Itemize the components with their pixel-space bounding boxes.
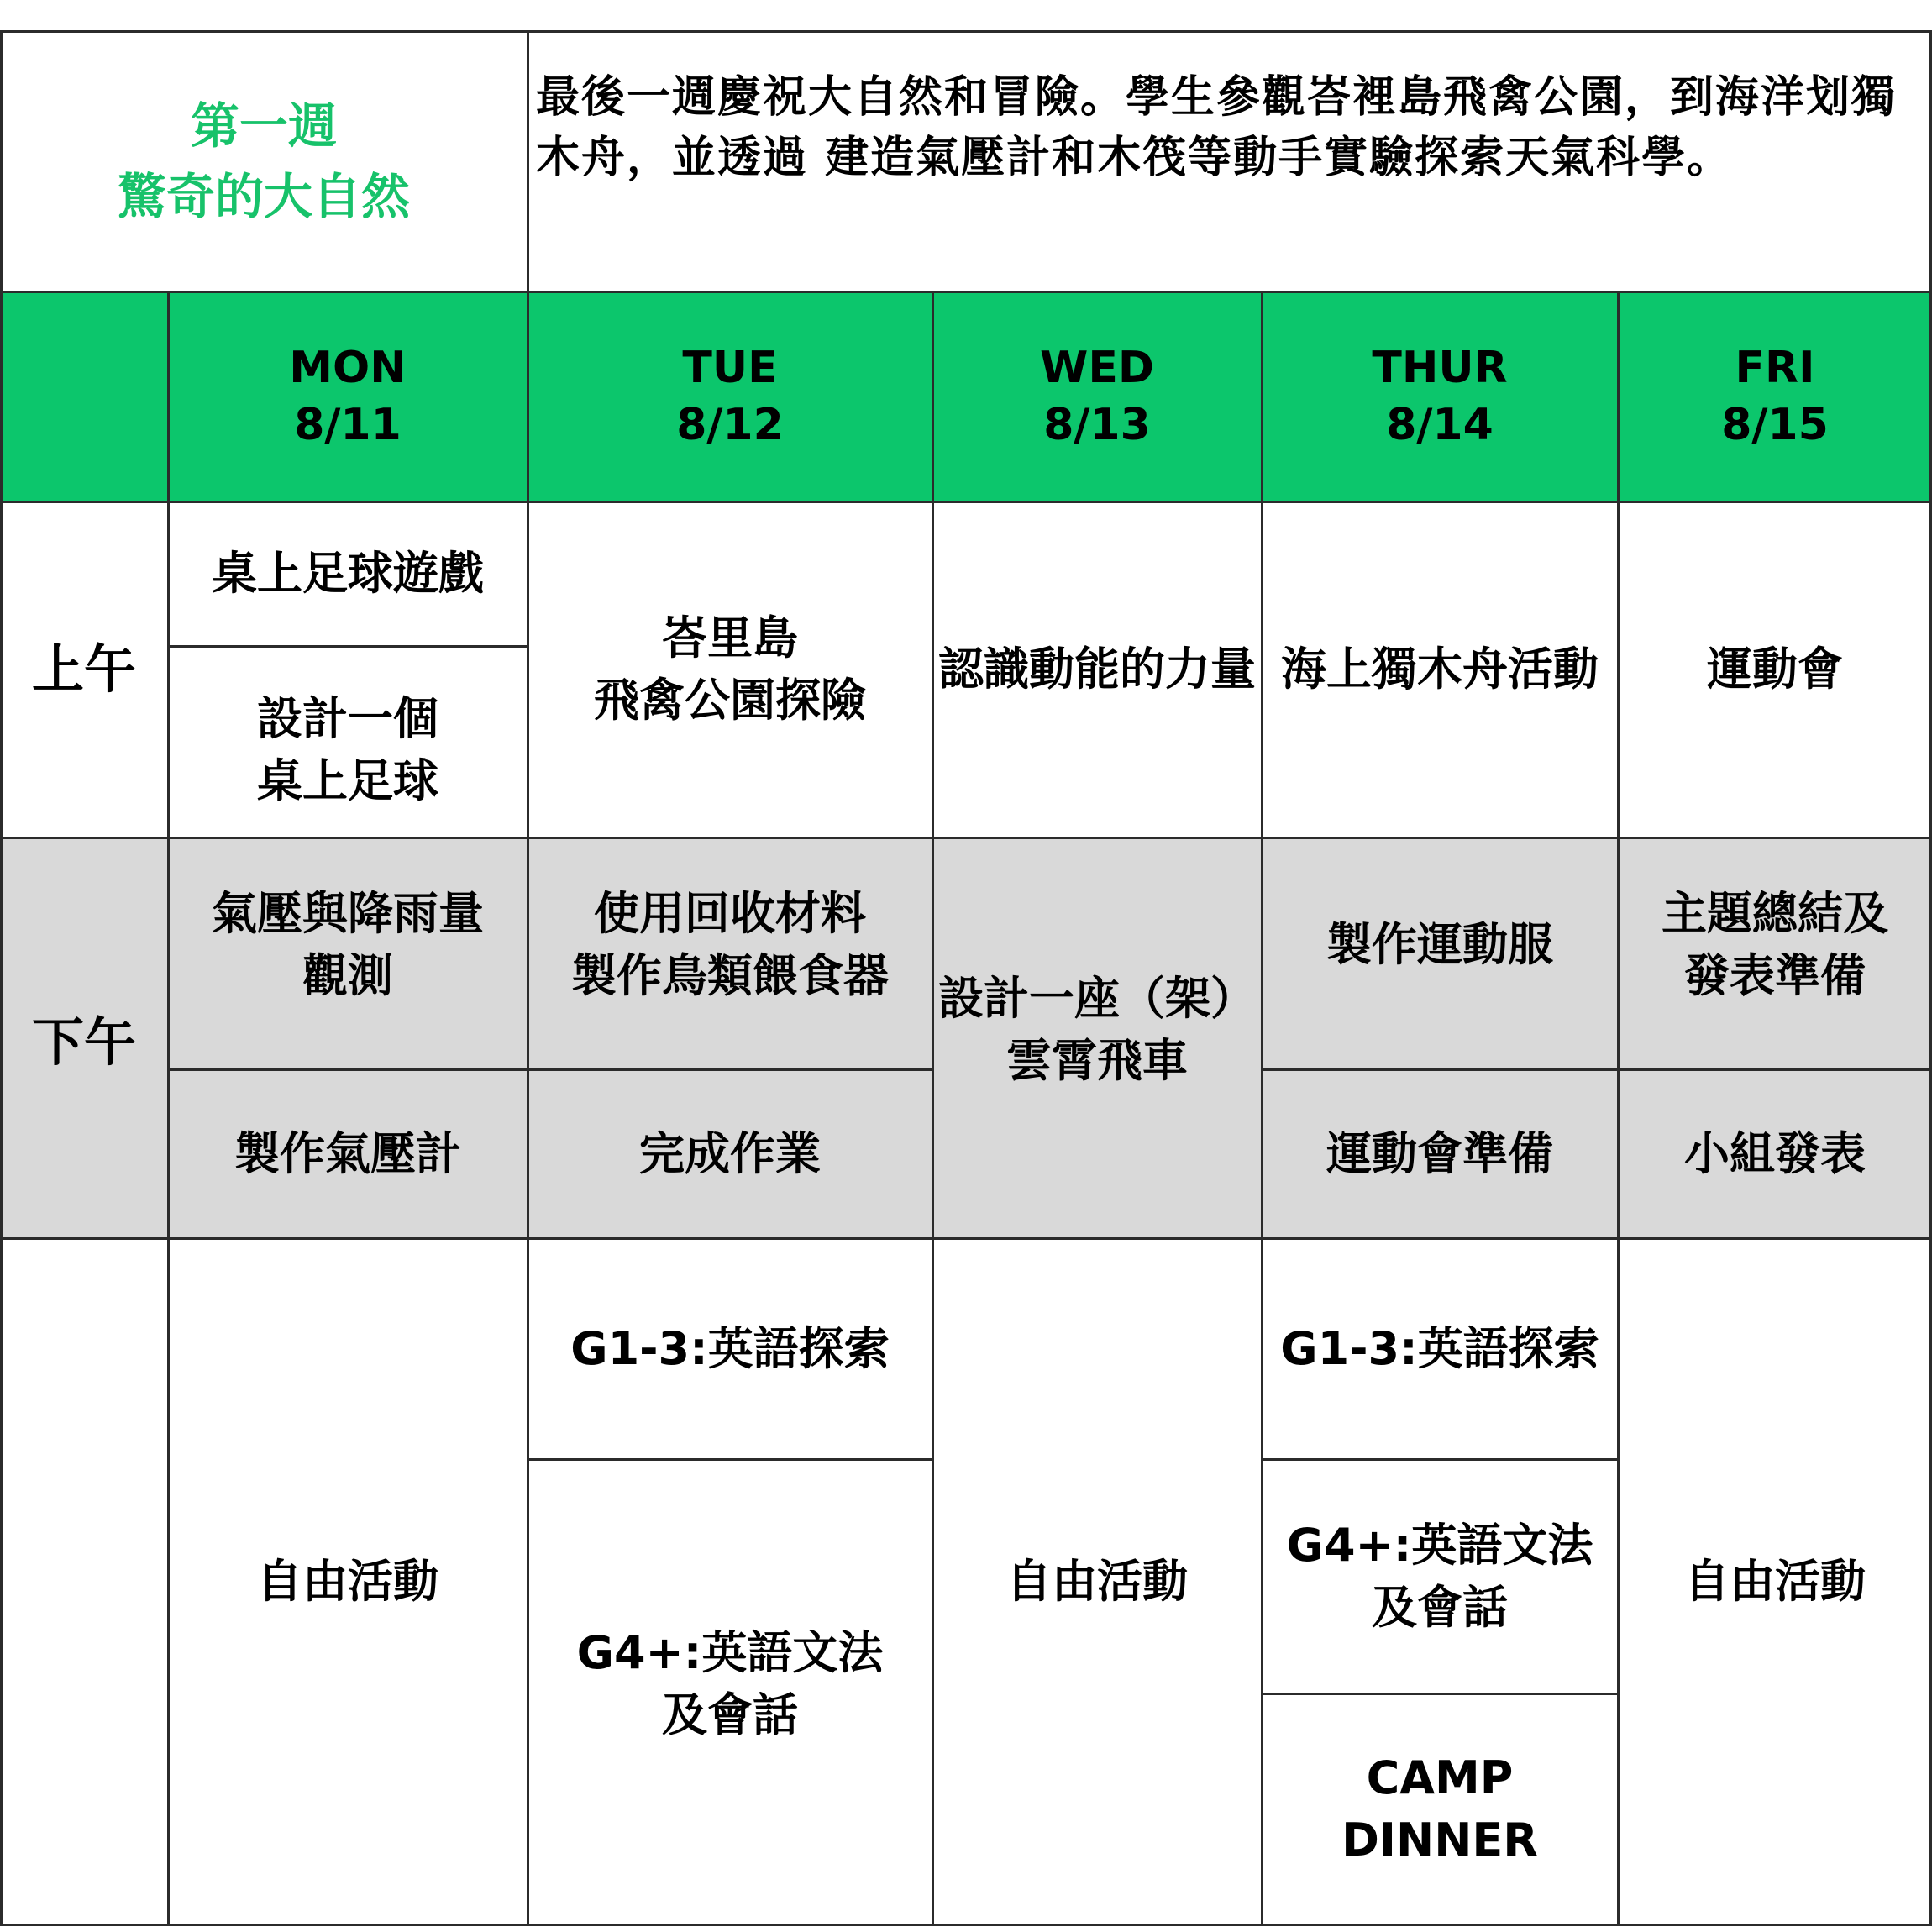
grid-line — [168, 1068, 932, 1071]
week-number: 第一週 — [190, 97, 337, 155]
afternoon-wed-activity: 設計一座（架） 雲霄飛車 — [938, 971, 1256, 1087]
evening-mon-activity: 自由活動 — [257, 1555, 438, 1608]
afternoon-tue-activity-2: 完成作業 — [639, 1126, 821, 1180]
day-header-thu: THUR 8/14 — [1372, 343, 1508, 450]
grid-line — [0, 1924, 1932, 1926]
grid-line — [0, 30, 3, 1926]
evening-wed-activity: 自由活動 — [1006, 1555, 1188, 1608]
day-header-tue: TUE 8/12 — [676, 343, 784, 450]
grid-line — [0, 30, 1932, 33]
evening-tue-activity-2: G4+:英語文法 及會話 — [576, 1625, 884, 1741]
row-label-afternoon: 下午 — [31, 1011, 136, 1073]
grid-line — [1262, 1693, 1618, 1695]
afternoon-mon-activity-2: 製作氣壓計 — [234, 1126, 461, 1180]
evening-tue-activity-1: G1-3:英語探索 — [570, 1321, 890, 1375]
grid-line — [1261, 291, 1263, 1926]
week-description: 最後一週慶祝大自然和冒險。學生參觀峇裡島飛禽公園，到海洋划獨木舟，並透過 建造氣壓計和木筏等動手實驗探索天氣科學。 — [536, 72, 1898, 183]
grid-line — [0, 501, 1932, 503]
evening-thu-activity-2: G4+:英語文法 及會話 — [1286, 1518, 1593, 1634]
grid-line — [1617, 291, 1620, 1926]
evening-fri-activity: 自由活動 — [1684, 1555, 1866, 1608]
grid-line — [167, 291, 170, 1926]
week-title — [0, 31, 528, 291]
afternoon-thu-activity-2: 運動會準備 — [1326, 1126, 1553, 1180]
day-header-wed: WED 8/13 — [1039, 343, 1155, 450]
week-theme: 驚奇的大自然 — [117, 168, 410, 225]
morning-tue-activity: 峇里島 飛禽公園探險 — [594, 612, 866, 727]
evening-thu-activity-3: CAMP DINNER — [1341, 1751, 1538, 1866]
afternoon-fri-activity-2: 小組發表 — [1684, 1126, 1866, 1180]
row-label-morning: 上午 — [31, 638, 136, 700]
day-header-mon: MON 8/11 — [289, 343, 407, 450]
day-header-fri: FRI 8/15 — [1721, 343, 1829, 450]
grid-line — [528, 1458, 932, 1461]
grid-line — [1262, 1068, 1932, 1071]
grid-line — [932, 291, 934, 1926]
afternoon-thu-activity-1: 製作運動服 — [1326, 918, 1553, 971]
afternoon-tue-activity-1: 使用回收材料 製作鳥類餵食器 — [571, 887, 889, 1002]
morning-mon-activity-2: 設計一個 桌上足球 — [257, 692, 438, 807]
afternoon-fri-activity-1: 主題總結及 發表準備 — [1662, 887, 1888, 1002]
grid-line — [0, 837, 1932, 839]
morning-fri-activity: 運動會 — [1707, 643, 1843, 696]
grid-line — [1262, 1458, 1618, 1461]
evening-thu-activity-1: G1-3:英語探索 — [1280, 1321, 1599, 1375]
morning-thu-activity: 海上獨木舟活動 — [1281, 643, 1599, 696]
morning-mon-activity-1: 桌上足球遊戲 — [212, 547, 484, 600]
afternoon-mon-activity-1: 氣壓與降雨量 觀測 — [212, 887, 484, 1002]
morning-wed-activity: 認識動能的力量 — [938, 643, 1256, 696]
grid-line — [168, 645, 528, 648]
grid-line — [0, 291, 1932, 293]
grid-line — [527, 30, 529, 1926]
grid-line — [0, 1237, 1932, 1240]
